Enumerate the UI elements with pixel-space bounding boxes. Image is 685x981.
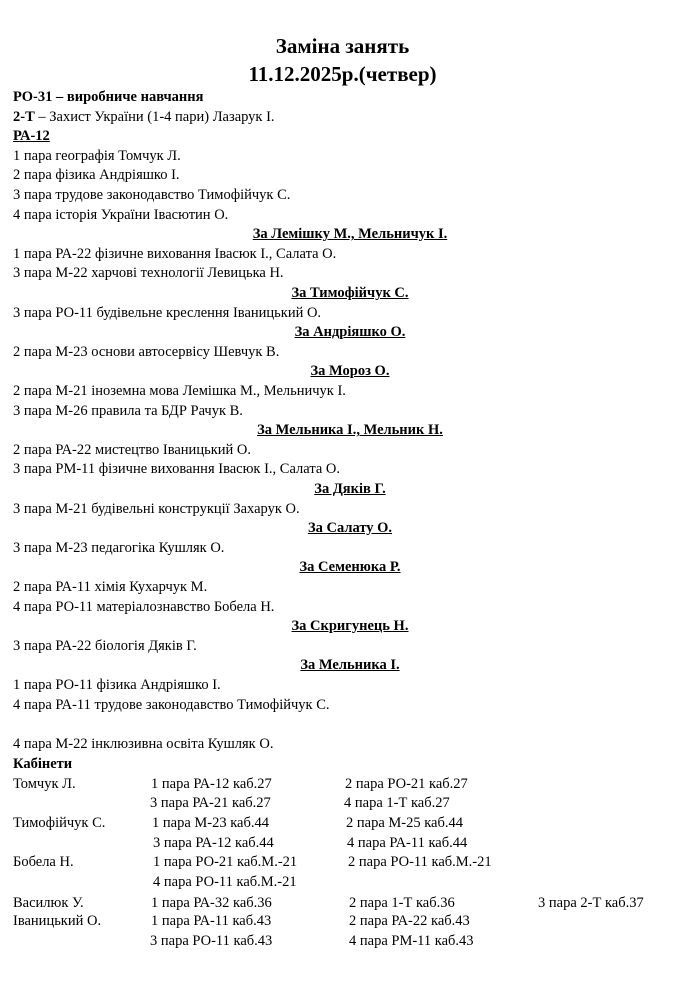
ro31-text: – виробниче навчання	[52, 89, 204, 105]
section-item: 2 пара М-23 основи автосервісу Шевчук В.	[13, 344, 280, 360]
cabinet-slot: 2 пара М-25 каб.44	[346, 815, 463, 831]
cabinet-slot: 1 пара М-23 каб.44	[152, 815, 269, 831]
section-heading: За Тимофійчук С.	[291, 285, 409, 301]
section-item: 3 пара РО-11 будівельне креслення Іваницький О.	[13, 305, 322, 321]
cabinet-slot: 2 пара РО-11 каб.М.-21	[348, 854, 492, 870]
ra12-item: 2 пара фізика Андріяшко І.	[13, 167, 180, 183]
page-title: Заміна занять	[275, 34, 410, 58]
cabinet-teacher: Василюк У.	[13, 895, 84, 911]
cabinets-heading: Кабінети	[13, 756, 73, 772]
ra12-heading: РА-12	[13, 128, 50, 144]
cabinet-slot: 2 пара 1-Т каб.36	[349, 895, 455, 911]
section-heading: За Мельника І.	[300, 657, 400, 673]
section-heading: За Семенюка Р.	[299, 559, 401, 575]
section-heading: За Салату О.	[307, 520, 393, 536]
section-item: 1 пара РО-11 фізика Андріяшко І.	[13, 677, 221, 693]
page-date: 11.12.2025р.(четвер)	[248, 62, 437, 86]
section-item: 1 пара РА-22 фізичне виховання Івасюк І., Салата О.	[13, 246, 337, 262]
cabinet-teacher: Тимофійчук С.	[13, 815, 106, 831]
section-item: 3 пара М-26 правила та БДР Рачук В.	[13, 403, 243, 419]
extra-line: 4 пара М-22 інклюзивна освіта Кушляк О.	[13, 736, 274, 752]
cabinet-slot: 3 пара РА-21 каб.27	[150, 795, 271, 811]
ro31-group: РО-31	[13, 89, 53, 105]
cabinet-slot: 1 пара РА-11 каб.43	[151, 913, 272, 929]
cabinet-slot: 3 пара РА-12 каб.44	[153, 835, 274, 851]
cabinet-teacher: Томчук Л.	[13, 776, 76, 792]
ro31-line	[13, 88, 203, 106]
section-heading: За Скригунець Н.	[291, 618, 409, 634]
cabinet-slot: 1 пара РА-32 каб.36	[151, 895, 272, 911]
cabinet-slot: 2 пара РО-21 каб.27	[345, 776, 468, 792]
section-heading: За Андріяшко О.	[294, 324, 406, 340]
cabinet-slot: 3 пара 2-Т каб.37	[538, 895, 644, 911]
section-item: 3 пара М-22 харчові технології Левицька Н.	[13, 265, 284, 281]
cabinet-slot: 2 пара РА-22 каб.43	[349, 913, 470, 929]
section-item: 3 пара М-23 педагогіка Кушляк О.	[13, 540, 225, 556]
section-heading: За Мельника І., Мельник Н.	[257, 422, 443, 438]
section-heading: За Мороз О.	[310, 363, 390, 379]
t2-group: 2-Т	[13, 109, 35, 125]
cabinet-slot: 4 пара РА-11 каб.44	[347, 835, 468, 851]
ra12-item: 4 пара історія України Івасютин О.	[13, 207, 229, 223]
section-item: 2 пара РА-11 хімія Кухарчук М.	[13, 579, 208, 595]
section-item: 2 пара РА-22 мистецтво Іваницький О.	[13, 442, 251, 458]
ra12-item: 3 пара трудове законодавство Тимофійчук С.	[13, 187, 291, 203]
cabinet-slot: 1 пара РО-21 каб.М.-21	[153, 854, 298, 870]
cabinet-teacher: Іваницький О.	[13, 913, 102, 929]
section-item: 3 пара М-21 будівельні конструкції Захарук О.	[13, 501, 300, 517]
section-item: 2 пара М-21 іноземна мова Лемішка М., Мельничук І.	[13, 383, 346, 399]
section-heading: За Дяків Г.	[314, 481, 386, 497]
ra12-item: 1 пара географія Томчук Л.	[13, 148, 181, 164]
cabinet-slot: 4 пара РО-11 каб.М.-21	[153, 874, 297, 890]
cabinet-slot: 4 пара РМ-11 каб.43	[349, 933, 474, 949]
section-heading: За Лемішку М., Мельничук І.	[252, 226, 448, 242]
cabinet-slot: 1 пара РА-12 каб.27	[151, 776, 272, 792]
cabinet-slot: 4 пара 1-Т каб.27	[344, 795, 450, 811]
cabinet-teacher: Бобела Н.	[13, 854, 74, 870]
section-item: 3 пара РМ-11 фізичне виховання Івасюк І., Салата О.	[13, 461, 341, 477]
t2-text: – Захист України (1-4 пари) Лазарук І.	[34, 109, 275, 125]
section-item: 3 пара РА-22 біологія Дяків Г.	[13, 638, 197, 654]
cabinet-slot: 3 пара РО-11 каб.43	[150, 933, 273, 949]
section-item: 4 пара РА-11 трудове законодавство Тимофійчук С.	[13, 697, 330, 713]
t2-line	[13, 108, 275, 126]
section-item: 4 пара РО-11 матеріалознавство Бобела Н.	[13, 599, 275, 615]
